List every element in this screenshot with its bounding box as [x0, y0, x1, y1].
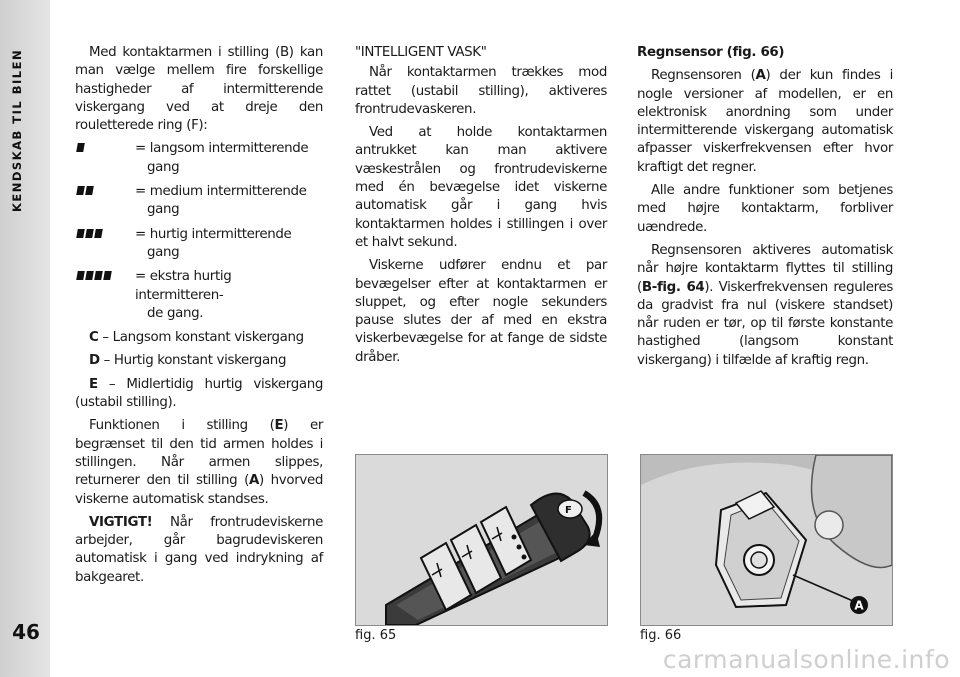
- c-letter: C: [89, 330, 99, 346]
- func-letter-e: E: [274, 418, 284, 434]
- page-number: 46: [12, 620, 40, 644]
- column-2: [355, 44, 607, 372]
- watermark-text: carmanualsonline.info: [662, 645, 950, 674]
- speed-row-3: [75, 226, 323, 263]
- column-3: [637, 44, 893, 375]
- sensor-p1-letter: A: [755, 68, 766, 84]
- func-text-c: ) hvorved viskerne automatisk standses.: [75, 473, 323, 507]
- d-paragraph: [75, 352, 323, 370]
- speed-4-line1: = ekstra hurtig intermitteren-: [135, 269, 232, 303]
- sensor-paragraph-2: Alle andre funktioner som betjenes med højre kontaktarm, forbliver uændrede.: [637, 183, 893, 235]
- ring-mark-label: F: [565, 505, 572, 516]
- e-paragraph: [75, 376, 323, 413]
- sensor-p1-b: ) der kun findes i nogle versioner af modellen, er en elektronisk anordning som under intermitterende viskergang automatisk afpasser viskerfrekvensen efter hvor kraftigt det regner.: [637, 68, 893, 175]
- speed-row-2: [75, 183, 323, 220]
- speed-row-4: [75, 268, 323, 323]
- function-paragraph: [75, 417, 323, 508]
- speed-2-line1: = medium intermitterende: [135, 184, 307, 200]
- speed-1-line2: gang: [147, 159, 180, 175]
- sensor-paragraph-3: [637, 242, 893, 370]
- sensor-marker-a: A: [854, 598, 864, 613]
- func-text-b: ) er begrænset til den tid armen holdes i stillingen. Når armen slippes, returnerer den til stilling (: [75, 418, 324, 489]
- c-paragraph: [75, 329, 323, 347]
- e-letter: E: [89, 376, 98, 392]
- sensor-p3-b: ). Viskerfrekvensen reguleres da gradvist fra nul (viskere standset) når ruden er tør, op til første konstante hastighed (langsom konstant viskergang) i tilfælde af kraftig regn.: [637, 279, 893, 368]
- important-paragraph: [75, 514, 323, 587]
- d-text: – Hurtig konstant viskergang: [99, 353, 287, 369]
- sensor-paragraph-1: [637, 67, 893, 177]
- rain-sensor-illustration: [641, 455, 892, 625]
- d-letter: D: [89, 353, 100, 369]
- speed-4-line2: de gang.: [147, 305, 204, 321]
- figure-65-wiper-lever: [355, 454, 608, 626]
- speed-row-1: [75, 140, 323, 177]
- figure-66-rain-sensor: [640, 454, 893, 626]
- three-block-icon: [75, 226, 135, 263]
- one-block-icon: [75, 140, 135, 177]
- speed-3-line2: gang: [147, 244, 180, 260]
- important-label: VIGTIGT!: [89, 514, 153, 530]
- sensor-p1-a: Regnsensoren (: [651, 68, 756, 84]
- sensor-p3-a: Regnsensoren aktiveres automatisk når højre kontaktarm flyttes til stilling (: [637, 242, 893, 295]
- column-1: [75, 44, 323, 592]
- func-letter-a: A: [248, 473, 259, 489]
- figure-65-caption: fig. 65: [355, 628, 397, 643]
- important-text: Når frontrudeviskerne arbejder, går bagrudeviskeren automatisk i gang ved indrykning af bakgearet.: [75, 514, 323, 585]
- four-block-icon: [75, 268, 135, 323]
- sensor-p3-ref: B-fig. 64: [641, 279, 705, 295]
- func-text-a: Funktionen i stilling (: [89, 418, 275, 434]
- wash-paragraph-3: Viskerne udfører endnu et par bevægelser efter at kontaktarmen er sluppet, og efter nogle sekunders pause slutes der af med en ekstra viskerbevægelse for at fange de sidste dråber.: [355, 258, 607, 365]
- speed-1-line1: = langsom intermitterende: [135, 141, 309, 157]
- sidebar-strip: [0, 0, 50, 677]
- section-title: KENDSKAB TIL BILEN: [10, 48, 24, 212]
- intelligent-wash-heading: "INTELLIGENT VASK": [355, 45, 487, 60]
- figure-66-caption: fig. 66: [640, 628, 682, 643]
- two-block-icon: [75, 183, 135, 220]
- speed-2-line2: gang: [147, 202, 180, 218]
- e-text: – Midlertidig hurtig viskergang (ustabil stilling).: [75, 376, 323, 411]
- intro-paragraph: Med kontaktarmen i stilling (B) kan man vælge mellem fire forskellige hastigheder af intermitterende viskergang ved at dreje den rouletterede ring (F):: [75, 45, 323, 134]
- wash-paragraph-2: Ved at holde kontaktarmen antrukket kan man aktivere væskestrålen og frontrudeviskerne med én bevægelse idet viskerne automatisk går i gang hvis kontaktarmen holdes i stillingen i over et halvt sekund.: [355, 125, 607, 250]
- wiper-lever-illustration: [356, 455, 607, 625]
- rain-sensor-heading: Regnsensor (fig. 66): [637, 45, 785, 60]
- c-text: – Langsom konstant viskergang: [98, 330, 304, 346]
- wash-paragraph-1: Når kontaktarmen trækkes mod rattet (ustabil stilling), aktiveres frontrudevaskeren.: [355, 65, 607, 117]
- speed-3-line1: = hurtig intermitterende: [135, 226, 292, 242]
